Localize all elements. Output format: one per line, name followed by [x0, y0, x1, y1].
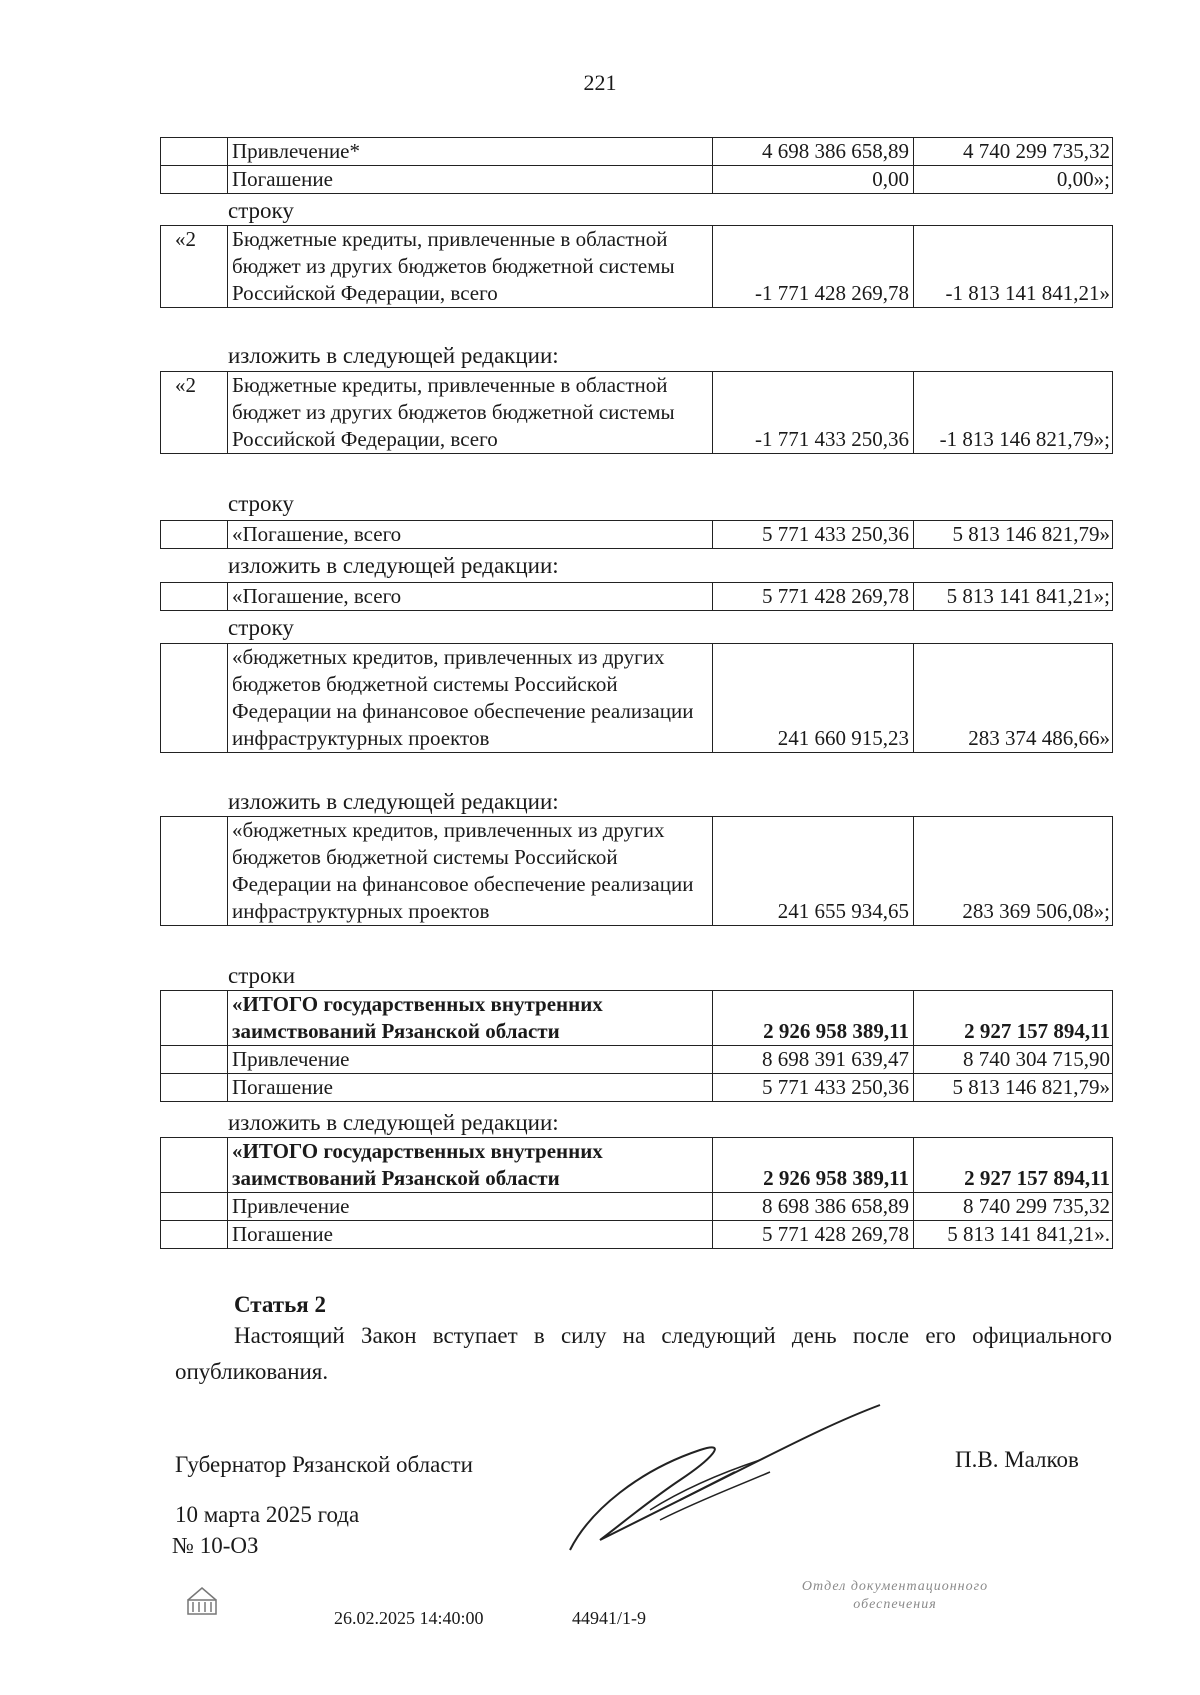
cell-name: «Погашение, всего — [228, 583, 713, 611]
section-label: изложить в следующей редакции: — [228, 553, 559, 578]
cell-value-2: -1 813 141 841,21» — [914, 226, 1113, 308]
signatory-name: П.В. Малков — [955, 1447, 1079, 1472]
cell-num — [161, 644, 228, 753]
cell-value-2: 8 740 304 715,90 — [914, 1046, 1113, 1074]
cell-num — [161, 1138, 228, 1193]
cell-value-2: 0,00»; — [914, 166, 1113, 194]
cell-name: «бюджетных кредитов, привлеченных из других бюджетов бюджетной системы Российской Федерации на финансовое обеспечение реализации инфраструктурных проектов — [228, 817, 713, 926]
cell-name: Привлечение — [228, 1046, 713, 1074]
table-row — [161, 1193, 1113, 1221]
signatory-position: Губернатор Рязанской области — [175, 1452, 473, 1477]
section-label: строки — [228, 963, 296, 988]
table-repayment-old — [160, 520, 1113, 549]
cell-value-1: -1 771 428 269,78 — [713, 226, 914, 308]
cell-name: Погашение — [228, 1221, 713, 1249]
cell-value-1: 5 771 428 269,78 — [713, 1221, 914, 1249]
cell-num — [161, 817, 228, 926]
table-infrastructure-old — [160, 643, 1113, 753]
cell-value-1: 5 771 433 250,36 — [713, 1074, 914, 1102]
stamp-line-1: Отдел документационного — [801, 1579, 989, 1594]
table-budget-credits-old — [160, 225, 1113, 308]
table-row — [161, 583, 1113, 611]
table-row — [161, 1138, 1113, 1193]
section-label: изложить в следующей редакции: — [228, 789, 559, 814]
cell-num — [161, 1046, 228, 1074]
table-repayment-new — [160, 582, 1113, 611]
table-row — [161, 644, 1113, 753]
emblem-icon — [184, 1584, 220, 1620]
section-label: строку — [228, 198, 294, 223]
article-text: Настоящий Закон вступает в силу на следующий день после его официального опубликования. — [175, 1323, 1112, 1384]
cell-name: «Погашение, всего — [228, 521, 713, 549]
table-row — [161, 372, 1113, 454]
article-title: Статья 2 — [234, 1292, 326, 1317]
law-number: № 10-ОЗ — [172, 1533, 259, 1558]
cell-value-1: 5 771 433 250,36 — [713, 521, 914, 549]
section-label: изложить в следующей редакции: — [228, 1110, 559, 1135]
cell-value-1: 8 698 391 639,47 — [713, 1046, 914, 1074]
cell-num — [161, 138, 228, 166]
cell-value-1: 241 655 934,65 — [713, 817, 914, 926]
cell-value-2: 5 813 141 841,21». — [914, 1221, 1113, 1249]
cell-name: Бюджетные кредиты, привлеченные в областной бюджет из других бюджетов бюджетной системы Российской Федерации, всего — [228, 372, 713, 454]
page-number: 221 — [583, 70, 617, 95]
cell-num — [161, 521, 228, 549]
cell-value-1: 2 926 958 389,11 — [713, 1138, 914, 1193]
table-total-old — [160, 990, 1113, 1102]
cell-value-1: 8 698 386 658,89 — [713, 1193, 914, 1221]
department-stamp — [745, 1578, 1045, 1614]
cell-num — [161, 991, 228, 1046]
table-total-new — [160, 1137, 1113, 1249]
table-first-rows — [160, 137, 1113, 194]
cell-num — [161, 1074, 228, 1102]
cell-value-2: 2 927 157 894,11 — [914, 1138, 1113, 1193]
cell-value-2: -1 813 146 821,79»; — [914, 372, 1113, 454]
cell-num — [161, 1221, 228, 1249]
cell-value-2: 5 813 146 821,79» — [914, 521, 1113, 549]
cell-name: Бюджетные кредиты, привлеченные в областной бюджет из других бюджетов бюджетной системы Российской Федерации, всего — [228, 226, 713, 308]
cell-value-2: 2 927 157 894,11 — [914, 991, 1113, 1046]
cell-value-2: 5 813 141 841,21»; — [914, 583, 1113, 611]
cell-value-2: 283 374 486,66» — [914, 644, 1113, 753]
cell-name: Погашение — [228, 1074, 713, 1102]
cell-name: «ИТОГО государственных внутренних заимствований Рязанской области — [228, 991, 713, 1046]
table-row — [161, 991, 1113, 1046]
table-row — [161, 521, 1113, 549]
cell-value-2: 4 740 299 735,32 — [914, 138, 1113, 166]
table-row — [161, 1074, 1113, 1102]
signature-icon — [560, 1400, 890, 1560]
section-label: строку — [228, 491, 294, 516]
table-row — [161, 1221, 1113, 1249]
section-label: изложить в следующей редакции: — [228, 343, 559, 368]
table-row — [161, 1046, 1113, 1074]
cell-num — [161, 166, 228, 194]
cell-num: «2 — [161, 226, 228, 308]
cell-value-2: 8 740 299 735,32 — [914, 1193, 1113, 1221]
cell-value-2: 5 813 146 821,79» — [914, 1074, 1113, 1102]
cell-value-1: 4 698 386 658,89 — [713, 138, 914, 166]
cell-name: Привлечение — [228, 1193, 713, 1221]
table-budget-credits-new — [160, 371, 1113, 454]
table-row — [161, 226, 1113, 308]
cell-name: «бюджетных кредитов, привлеченных из других бюджетов бюджетной системы Российской Федерации на финансовое обеспечение реализации инфраструктурных проектов — [228, 644, 713, 753]
cell-value-1: 0,00 — [713, 166, 914, 194]
table-row — [161, 817, 1113, 926]
cell-name: «ИТОГО государственных внутренних заимствований Рязанской области — [228, 1138, 713, 1193]
cell-num: «2 — [161, 372, 228, 454]
cell-num — [161, 583, 228, 611]
cell-value-1: -1 771 433 250,36 — [713, 372, 914, 454]
stamp-line-2: обеспечения — [853, 1597, 937, 1612]
cell-value-1: 2 926 958 389,11 — [713, 991, 914, 1046]
table-row — [161, 138, 1113, 166]
law-date: 10 марта 2025 года — [175, 1502, 360, 1527]
cell-num — [161, 1193, 228, 1221]
cell-value-1: 5 771 428 269,78 — [713, 583, 914, 611]
cell-name: Погашение — [228, 166, 713, 194]
cell-value-1: 241 660 915,23 — [713, 644, 914, 753]
footer-doc-id: 44941/1-9 — [572, 1608, 646, 1628]
table-row — [161, 166, 1113, 194]
cell-value-2: 283 369 506,08»; — [914, 817, 1113, 926]
table-infrastructure-new — [160, 816, 1113, 926]
cell-name: Привлечение* — [228, 138, 713, 166]
section-label: строку — [228, 615, 294, 640]
footer-timestamp: 26.02.2025 14:40:00 — [334, 1608, 484, 1628]
